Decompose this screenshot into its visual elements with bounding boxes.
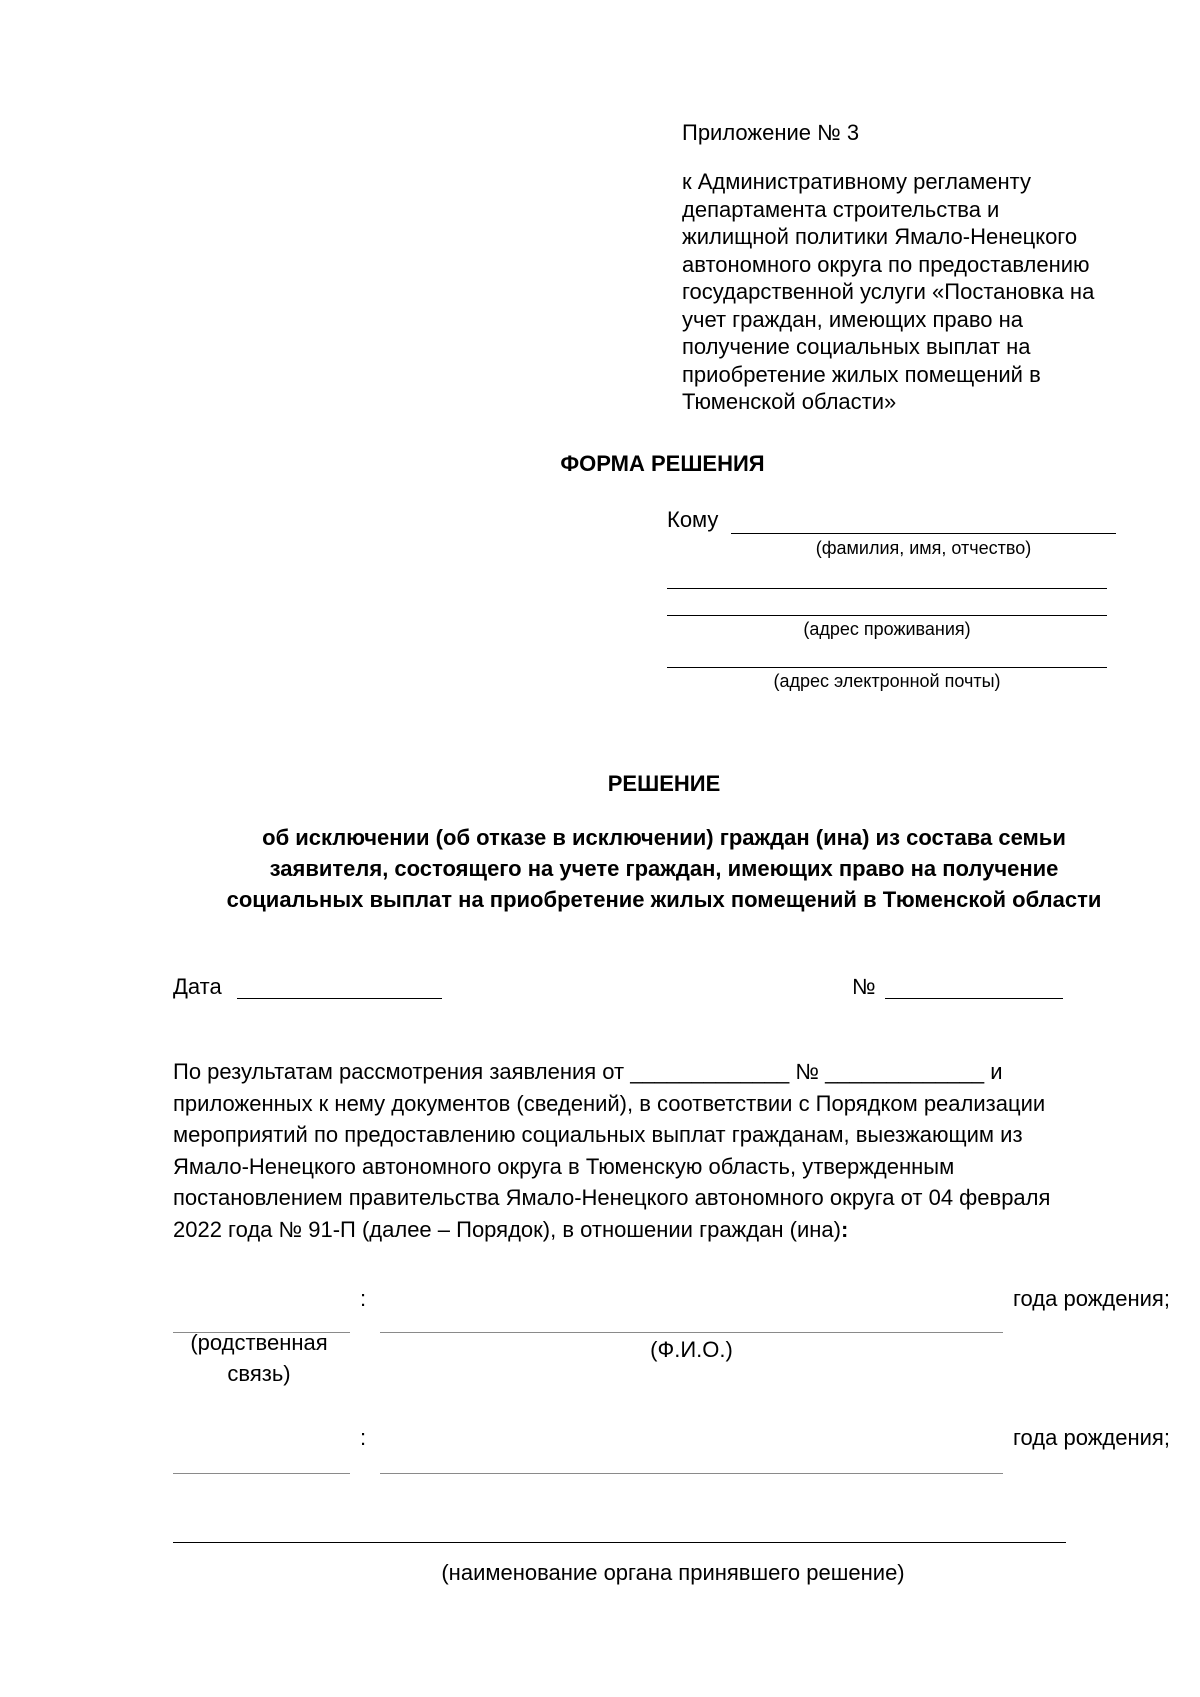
- decision-title: РЕШЕНИЕ: [607, 771, 721, 796]
- recipient-to-label: Кому: [667, 507, 719, 532]
- date-line[interactable]: [237, 998, 442, 999]
- recipient-address-line-1[interactable]: [667, 588, 1107, 589]
- family-2-birth-label: года рождения;: [1013, 1425, 1170, 1450]
- form-title: ФОРМА РЕШЕНИЯ: [560, 451, 765, 476]
- date-label: Дата: [173, 974, 222, 999]
- number-label: №: [852, 974, 876, 999]
- family-2-fio-line[interactable]: [380, 1473, 1003, 1474]
- recipient-fio-caption: (фамилия, имя, отчество): [815, 538, 1032, 558]
- family-1-fio-line[interactable]: [380, 1332, 1003, 1333]
- family-1-colon: :: [360, 1286, 367, 1311]
- family-1-fio-caption: (Ф.И.О.): [650, 1337, 733, 1362]
- number-line[interactable]: [885, 998, 1063, 999]
- recipient-address-caption: (адрес проживания): [803, 619, 971, 639]
- recipient-email-line[interactable]: [667, 667, 1107, 668]
- family-2-colon: :: [360, 1425, 367, 1450]
- authority-line[interactable]: [173, 1542, 1066, 1543]
- appendix-number: Приложение № 3: [682, 120, 860, 145]
- body-paragraph-colon: :: [840, 1216, 849, 1242]
- body-paragraph-text: По результатам рассмотрения заявления от _____________ № _____________ и приложенных к нему документов (сведений), в соответствии с Порядком реализации мероприятий по предоставлению социальных выплат гражданам, выезжающим из Ямало-Ненецкого автономного округа в Тюменскую область, утвержденным постановлением правительства Ямало-Ненецкого автономного округа от 04 февраля 2022 года № 91-П (далее – Порядок), в отношении граждан (ина): [173, 1059, 1051, 1242]
- recipient-email-caption: (адрес электронной почты): [773, 671, 1001, 691]
- family-1-birth-label: года рождения;: [1013, 1286, 1170, 1311]
- family-2-relation-line[interactable]: [173, 1473, 350, 1474]
- appendix-text: к Административному регламенту департамента строительства и жилищной политики Ямало-Ненецкого автономного округа по предоставлению государственной услуги «Постановка на учет граждан, имеющих право на получение социальных выплат на приобретение жилых помещений в Тюменской области»: [682, 169, 1095, 414]
- family-1-relation-caption: (родственная связь): [190, 1330, 328, 1386]
- recipient-address-line-2[interactable]: [667, 615, 1107, 616]
- decision-subject: об исключении (об отказе в исключении) граждан (ина) из состава семьи заявителя, состоящего на учете граждан, имеющих право на получение социальных выплат на приобретение жилых помещений в Тюменской области: [226, 825, 1102, 912]
- authority-caption: (наименование органа принявшего решение): [441, 1560, 905, 1585]
- body-paragraph: [173, 1056, 1183, 1245]
- recipient-fio-line[interactable]: [731, 533, 1116, 534]
